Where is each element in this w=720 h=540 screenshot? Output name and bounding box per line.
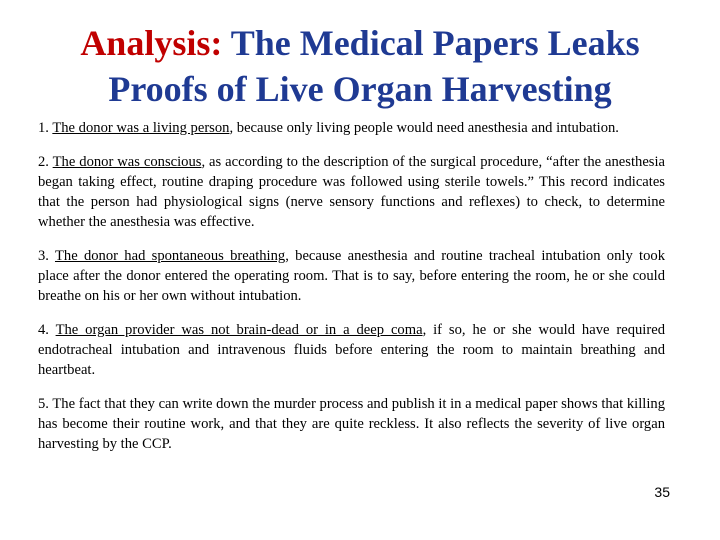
point-number: 2. <box>38 154 49 170</box>
point-number: 1. <box>38 120 49 136</box>
point-2 <box>38 152 665 232</box>
point-text: , because anesthesia and routine tracheal intubation only took place after the donor entered the operating room. That is to say, before entering the room, he or she could breathe on his or her own without intubation. <box>38 248 665 304</box>
point-claim: The donor had spontaneous breathing <box>54 248 286 264</box>
point-number: 4. <box>38 322 49 338</box>
point-text: , as according to the description of the surgical procedure, “after the anesthesia began taking effect, routine draping procedure was followed using sterile towels.” This record indicates that the person had physiological signs (nerve sensory functions and reflexes) to check, to determine whether the anesthesia was effective. <box>38 154 666 230</box>
point-text: The fact that they can write down the murder process and publish it in a medical paper shows that killing has become their routine work, and that they are quite reckless. It also reflects the severity of live organ harvesting by the CCP. <box>38 396 665 452</box>
point-3 <box>38 246 665 306</box>
title-lead: Analysis: <box>80 23 223 63</box>
slide-title <box>20 20 700 112</box>
point-number: 3. <box>38 248 49 264</box>
point-number: 5. <box>38 396 49 412</box>
analysis-points <box>38 118 665 454</box>
point-text: , because only living people would need anesthesia and intubation. <box>229 120 619 136</box>
point-claim: The donor was a living person <box>52 120 230 136</box>
title-line-1 <box>20 20 700 66</box>
page-number: 35 <box>654 484 670 500</box>
point-1 <box>38 118 665 138</box>
title-line-2: Proofs of Live Organ Harvesting <box>108 69 612 109</box>
point-claim: The organ provider was not brain-dead or in a deep coma <box>55 322 423 338</box>
point-text: , if so, he or she would have required endotracheal intubation and intravenous fluids before entering the room to maintain breathing and heartbeat. <box>38 322 665 378</box>
point-5 <box>38 394 665 454</box>
point-claim: The donor was conscious <box>52 154 202 170</box>
title-line-1-rest: The Medical Papers Leaks <box>230 23 640 63</box>
point-4 <box>38 320 665 380</box>
